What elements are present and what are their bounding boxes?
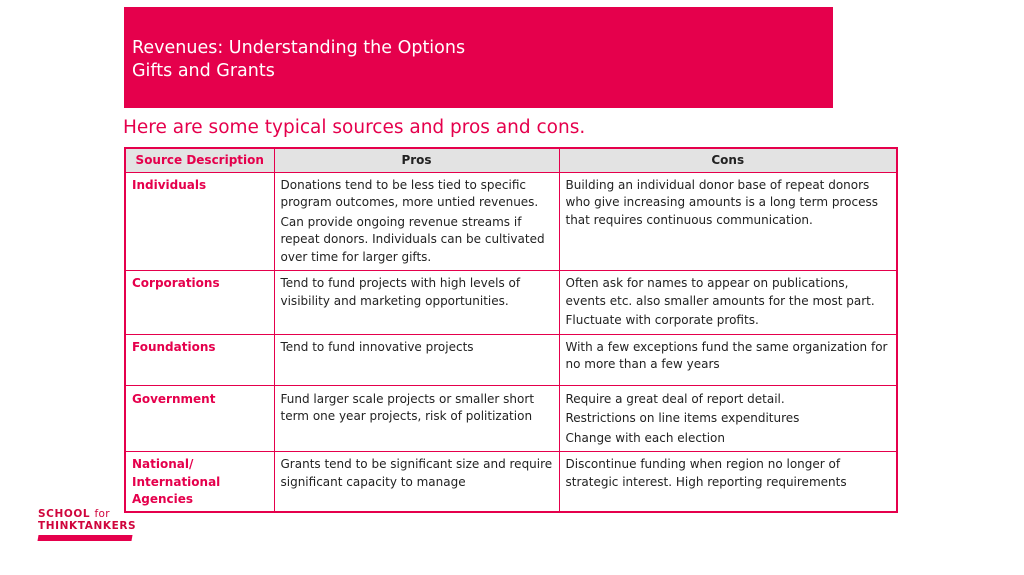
title-banner [124, 7, 833, 108]
source-cell [125, 334, 274, 385]
logo-line1-small: for [94, 508, 110, 520]
logo-underline-bar [37, 535, 132, 541]
table-row [125, 172, 897, 271]
source-cell [125, 452, 274, 512]
table-row [125, 334, 897, 385]
table-row [125, 271, 897, 335]
source-cell [125, 385, 274, 452]
source-label: Foundations [132, 339, 216, 354]
source-label: Government [132, 391, 216, 406]
pros-text: Tend to fund innovative projects [280, 339, 474, 354]
source-cell [125, 271, 274, 335]
header-pros: Pros [274, 148, 559, 172]
source-label: National/ International Agencies [132, 457, 221, 506]
pros-text: Donations tend to be less tied to specific program outcomes, more untied revenues. [280, 177, 539, 209]
school-for-thinktankers-logo [38, 508, 136, 541]
source-label: Corporations [132, 276, 220, 290]
cons-text: Often ask for names to appear on publications, events etc. also smaller amounts for the most part. [565, 276, 875, 308]
cons-text: With a few exceptions fund the same organization for no more than a few years [565, 339, 888, 371]
cons-text: Fluctuate with corporate profits. [565, 313, 759, 327]
pros-cell [274, 172, 559, 271]
logo-line2: THINKTANKERS [38, 520, 137, 532]
pros-cell [274, 452, 559, 512]
cons-text: Restrictions on line items expenditures [565, 411, 800, 425]
cons-cell [559, 385, 897, 452]
cons-cell [559, 172, 897, 271]
source-cell [125, 172, 274, 271]
pros-cell [274, 334, 559, 385]
header-cons: Cons [559, 148, 897, 172]
pros-cell [274, 271, 559, 335]
cons-cell [559, 334, 897, 385]
slide-title: Revenues: Understanding the Options Gifts and Grants [132, 38, 466, 81]
table-row [125, 452, 897, 512]
pros-text: Fund larger scale projects or smaller short term one year projects, risk of politization [280, 391, 535, 423]
pros-cell [274, 385, 559, 452]
source-label: Individuals [132, 177, 207, 192]
pros-text: Tend to fund projects with high levels of visibility and marketing opportunities. [280, 276, 521, 308]
cons-cell [559, 271, 897, 335]
table-row [125, 385, 897, 452]
cons-text: Require a great deal of report detail. [565, 391, 785, 406]
pros-text: Can provide ongoing revenue streams if repeat donors. Individuals can be cultivated over time for larger gifts. [280, 214, 545, 264]
table-header-row [125, 148, 897, 172]
pros-text: Grants tend to be significant size and require significant capacity to manage [280, 457, 553, 489]
header-source-description: Source Description [125, 148, 274, 172]
cons-text: Change with each election [565, 430, 725, 445]
cons-text: Building an individual donor base of repeat donors who give increasing amounts is a long term process that requires continuous communication. [565, 177, 878, 227]
cons-cell [559, 452, 897, 512]
sources-table [124, 147, 898, 513]
slide-subtitle: Here are some typical sources and pros and cons. [123, 117, 586, 138]
logo-line1: SCHOOL [38, 508, 91, 520]
cons-text: Discontinue funding when region no longer of strategic interest. High reporting requirements [565, 457, 847, 489]
